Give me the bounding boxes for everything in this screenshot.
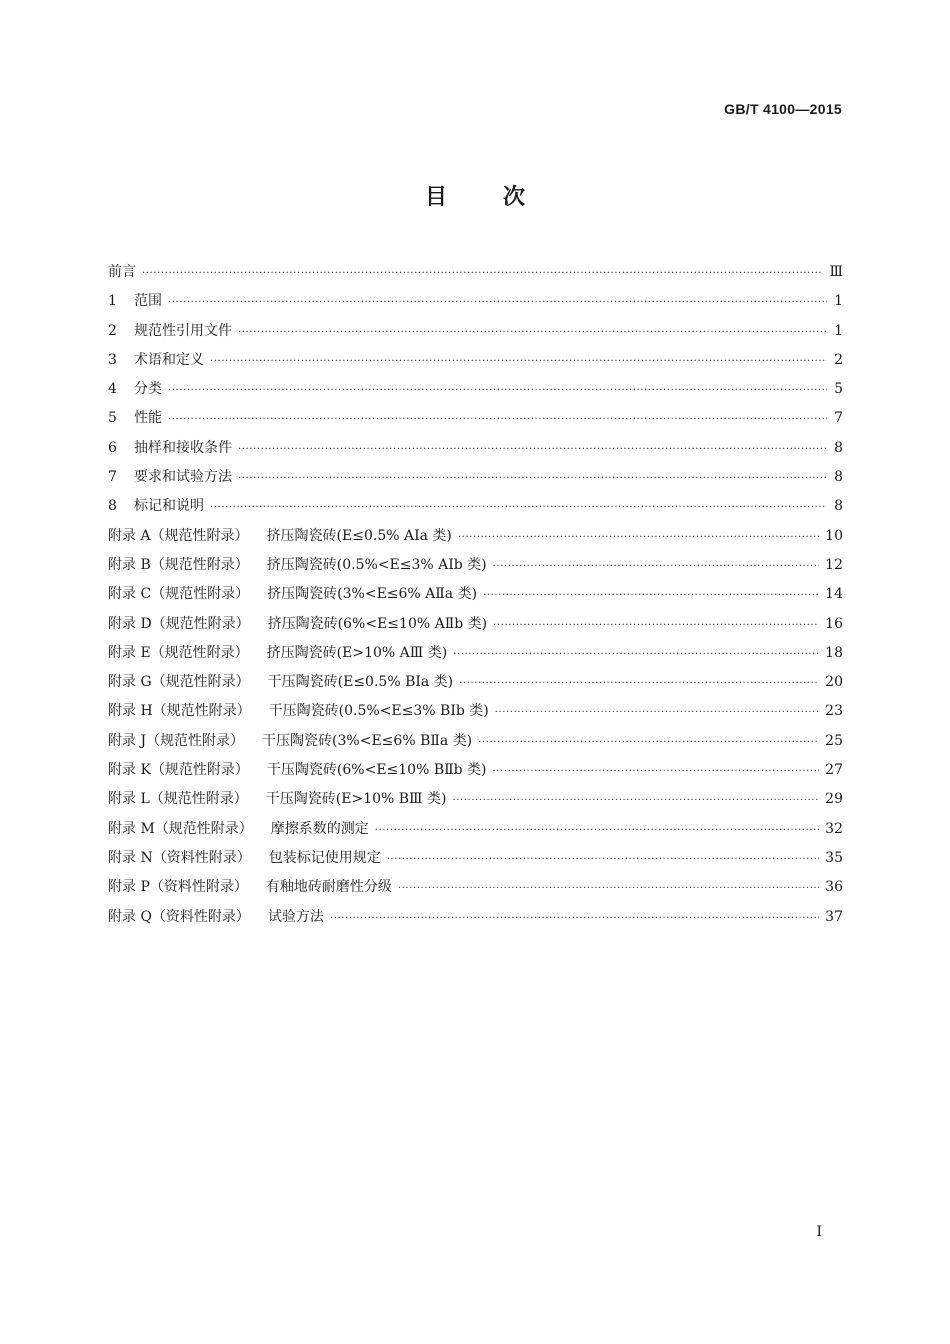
toc-page-number: 16: [825, 615, 843, 632]
toc-page-number: 7: [834, 410, 843, 427]
dot-leader: [238, 318, 827, 347]
toc-number: 6: [108, 439, 117, 456]
toc-entry-annex-p[interactable]: [108, 873, 843, 902]
toc-page-number: 29: [825, 791, 843, 808]
toc-label: [108, 258, 136, 287]
toc-entry-annex-g[interactable]: [108, 668, 843, 697]
toc-entry-8[interactable]: [108, 492, 843, 521]
toc-label: [108, 434, 232, 463]
toc-label: [108, 522, 452, 551]
annex-prefix: 附录 M（规范性附录）: [108, 820, 253, 837]
toc-entry-annex-c[interactable]: [108, 580, 843, 609]
annex-prefix: 附录 A（规范性附录）: [108, 527, 249, 544]
toc-text: 挤压陶瓷砖(6%<E≤10% AⅡb 类): [267, 615, 488, 632]
toc-label: [108, 317, 232, 346]
toc-label: [108, 903, 324, 932]
annex-prefix: 附录 H（规范性附录）: [108, 703, 251, 720]
dot-leader: [493, 611, 819, 640]
toc-label: [108, 551, 487, 580]
dot-leader: [238, 464, 827, 493]
toc-entry-annex-n[interactable]: [108, 844, 843, 873]
toc-number: 1: [108, 293, 117, 310]
dot-leader: [458, 523, 819, 552]
dot-leader: [210, 347, 827, 376]
toc-page-number: 35: [825, 849, 843, 866]
toc-entry-foreword[interactable]: [108, 258, 843, 287]
dot-leader: [168, 288, 827, 317]
toc-entry-annex-j[interactable]: [108, 727, 843, 756]
toc-label: [108, 610, 487, 639]
dot-leader: [168, 376, 827, 405]
toc-text: 性能: [134, 410, 162, 427]
toc-label: [108, 756, 487, 785]
toc-page-number: 2: [834, 351, 843, 368]
toc-entry-annex-a[interactable]: [108, 522, 843, 551]
annex-prefix: 附录 L（规范性附录）: [108, 791, 248, 808]
dot-leader: [453, 640, 819, 669]
toc-page-number: 27: [825, 762, 843, 779]
toc-text: 要求和试验方法: [134, 469, 232, 486]
toc-page-number: 1: [834, 322, 843, 339]
page-folio: I: [816, 1224, 822, 1240]
toc-text: 干压陶瓷砖(E>10% BⅢ 类): [265, 791, 447, 808]
toc-text: 规范性引用文件: [134, 322, 232, 339]
toc-entry-annex-d[interactable]: [108, 610, 843, 639]
toc-text: 标记和说明: [134, 498, 204, 515]
dot-leader: [387, 845, 819, 874]
toc-number: 7: [108, 469, 117, 486]
toc-page-number: 32: [825, 820, 843, 837]
toc-label: [108, 727, 472, 756]
toc-text: 干压陶瓷砖(3%<E≤6% BⅡa 类): [262, 732, 473, 749]
toc-text: 挤压陶瓷砖(E>10% AⅢ 类): [266, 644, 448, 661]
toc-number: 4: [108, 381, 117, 398]
toc-text: 挤压陶瓷砖(E≤0.5% AⅠa 类): [266, 527, 452, 544]
toc-entry-annex-h[interactable]: [108, 697, 843, 726]
dot-leader: [375, 816, 819, 845]
toc-text: 挤压陶瓷砖(0.5%<E≤3% AⅠb 类): [266, 556, 487, 573]
annex-prefix: 附录 D（规范性附录）: [108, 615, 250, 632]
title-part-2: 次: [503, 185, 526, 210]
toc-text: 有釉地砖耐磨性分级: [265, 879, 392, 896]
toc-label: [108, 668, 453, 697]
toc-label: [108, 463, 232, 492]
dot-leader: [452, 786, 819, 815]
toc-label: [108, 785, 446, 814]
toc-entry-annex-k[interactable]: [108, 756, 843, 785]
dot-leader: [142, 259, 823, 288]
toc-entry-annex-q[interactable]: [108, 903, 843, 932]
toc-page-number: 12: [825, 556, 843, 573]
annex-prefix: 附录 P（资料性附录）: [108, 879, 248, 896]
toc-label: [108, 375, 162, 404]
dot-leader: [459, 669, 819, 698]
annex-prefix: 附录 C（规范性附录）: [108, 586, 250, 603]
toc-text: 挤压陶瓷砖(3%<E≤6% AⅡa 类): [267, 586, 478, 603]
toc-entry-2[interactable]: [108, 317, 843, 346]
annex-prefix: 附录 N（资料性附录）: [108, 849, 251, 866]
toc-entry-annex-b[interactable]: [108, 551, 843, 580]
toc-label: [108, 287, 162, 316]
toc-entry-4[interactable]: [108, 375, 843, 404]
dot-leader: [493, 552, 820, 581]
toc-text: 前言: [108, 264, 136, 280]
dot-leader: [238, 435, 827, 464]
toc-label: [108, 844, 381, 873]
toc-text: 包装标记使用规定: [268, 849, 381, 866]
annex-prefix: 附录 E（规范性附录）: [108, 644, 249, 661]
toc-entry-annex-m[interactable]: [108, 815, 843, 844]
toc-text: 术语和定义: [134, 351, 204, 368]
toc-number: 2: [108, 322, 117, 339]
toc-page-number: Ⅲ: [829, 264, 843, 280]
standard-number: GB/T 4100—2015: [724, 101, 842, 117]
toc-page-number: 23: [825, 703, 843, 720]
toc-entry-3[interactable]: [108, 346, 843, 375]
toc-page-number: 8: [834, 498, 843, 515]
toc-page-number: 8: [834, 469, 843, 486]
toc-label: [108, 492, 204, 521]
dot-leader: [483, 581, 819, 610]
annex-prefix: 附录 J（规范性附录）: [108, 732, 245, 749]
toc-entry-6[interactable]: [108, 434, 843, 463]
toc-text: 干压陶瓷砖(6%<E≤10% BⅡb 类): [266, 762, 487, 779]
toc-label: [108, 404, 162, 433]
dot-leader: [398, 874, 819, 903]
dot-leader: [495, 698, 819, 727]
toc-text: 分类: [134, 381, 162, 398]
toc-entry-annex-e[interactable]: [108, 639, 843, 668]
toc-page-number: 37: [825, 908, 843, 925]
toc-entry-annex-l[interactable]: [108, 785, 843, 814]
toc-text: 干压陶瓷砖(0.5%<E≤3% BⅠb 类): [268, 703, 489, 720]
dot-leader: [210, 493, 827, 522]
toc-text: 抽样和接收条件: [134, 439, 232, 456]
dot-leader: [330, 904, 819, 933]
toc-number: 5: [108, 410, 117, 427]
toc-page-number: 25: [825, 732, 843, 749]
toc-label: [108, 639, 447, 668]
dot-leader: [493, 757, 820, 786]
annex-prefix: 附录 B（规范性附录）: [108, 556, 249, 573]
toc-label: [108, 873, 392, 902]
toc-page-number: 36: [825, 879, 843, 896]
toc-entry-5[interactable]: [108, 404, 843, 433]
toc-page-number: 18: [825, 644, 843, 661]
toc-page-number: 5: [834, 381, 843, 398]
annex-prefix: 附录 Q（资料性附录）: [108, 908, 250, 925]
toc-label: [108, 697, 489, 726]
toc-label: [108, 815, 369, 844]
table-of-contents: [108, 258, 843, 932]
page-title: [0, 180, 950, 211]
toc-page-number: 14: [825, 586, 843, 603]
toc-text: 范围: [134, 293, 162, 310]
toc-text: 摩擦系数的测定: [270, 820, 369, 837]
toc-text: 试验方法: [267, 908, 324, 925]
toc-page-number: 10: [825, 527, 843, 544]
annex-prefix: 附录 K（规范性附录）: [108, 762, 249, 779]
dot-leader: [168, 405, 827, 434]
toc-entry-7[interactable]: [108, 463, 843, 492]
toc-number: 8: [108, 498, 117, 515]
toc-label: [108, 346, 204, 375]
toc-label: [108, 580, 477, 609]
toc-number: 3: [108, 351, 117, 368]
annex-prefix: 附录 G（规范性附录）: [108, 674, 250, 691]
toc-text: 干压陶瓷砖(E≤0.5% BⅠa 类): [267, 674, 454, 691]
dot-leader: [478, 728, 819, 757]
toc-entry-1[interactable]: [108, 287, 843, 316]
title-part-1: 目: [424, 185, 447, 210]
toc-page-number: 20: [825, 674, 843, 691]
toc-page-number: 1: [834, 293, 843, 310]
toc-page-number: 8: [834, 439, 843, 456]
